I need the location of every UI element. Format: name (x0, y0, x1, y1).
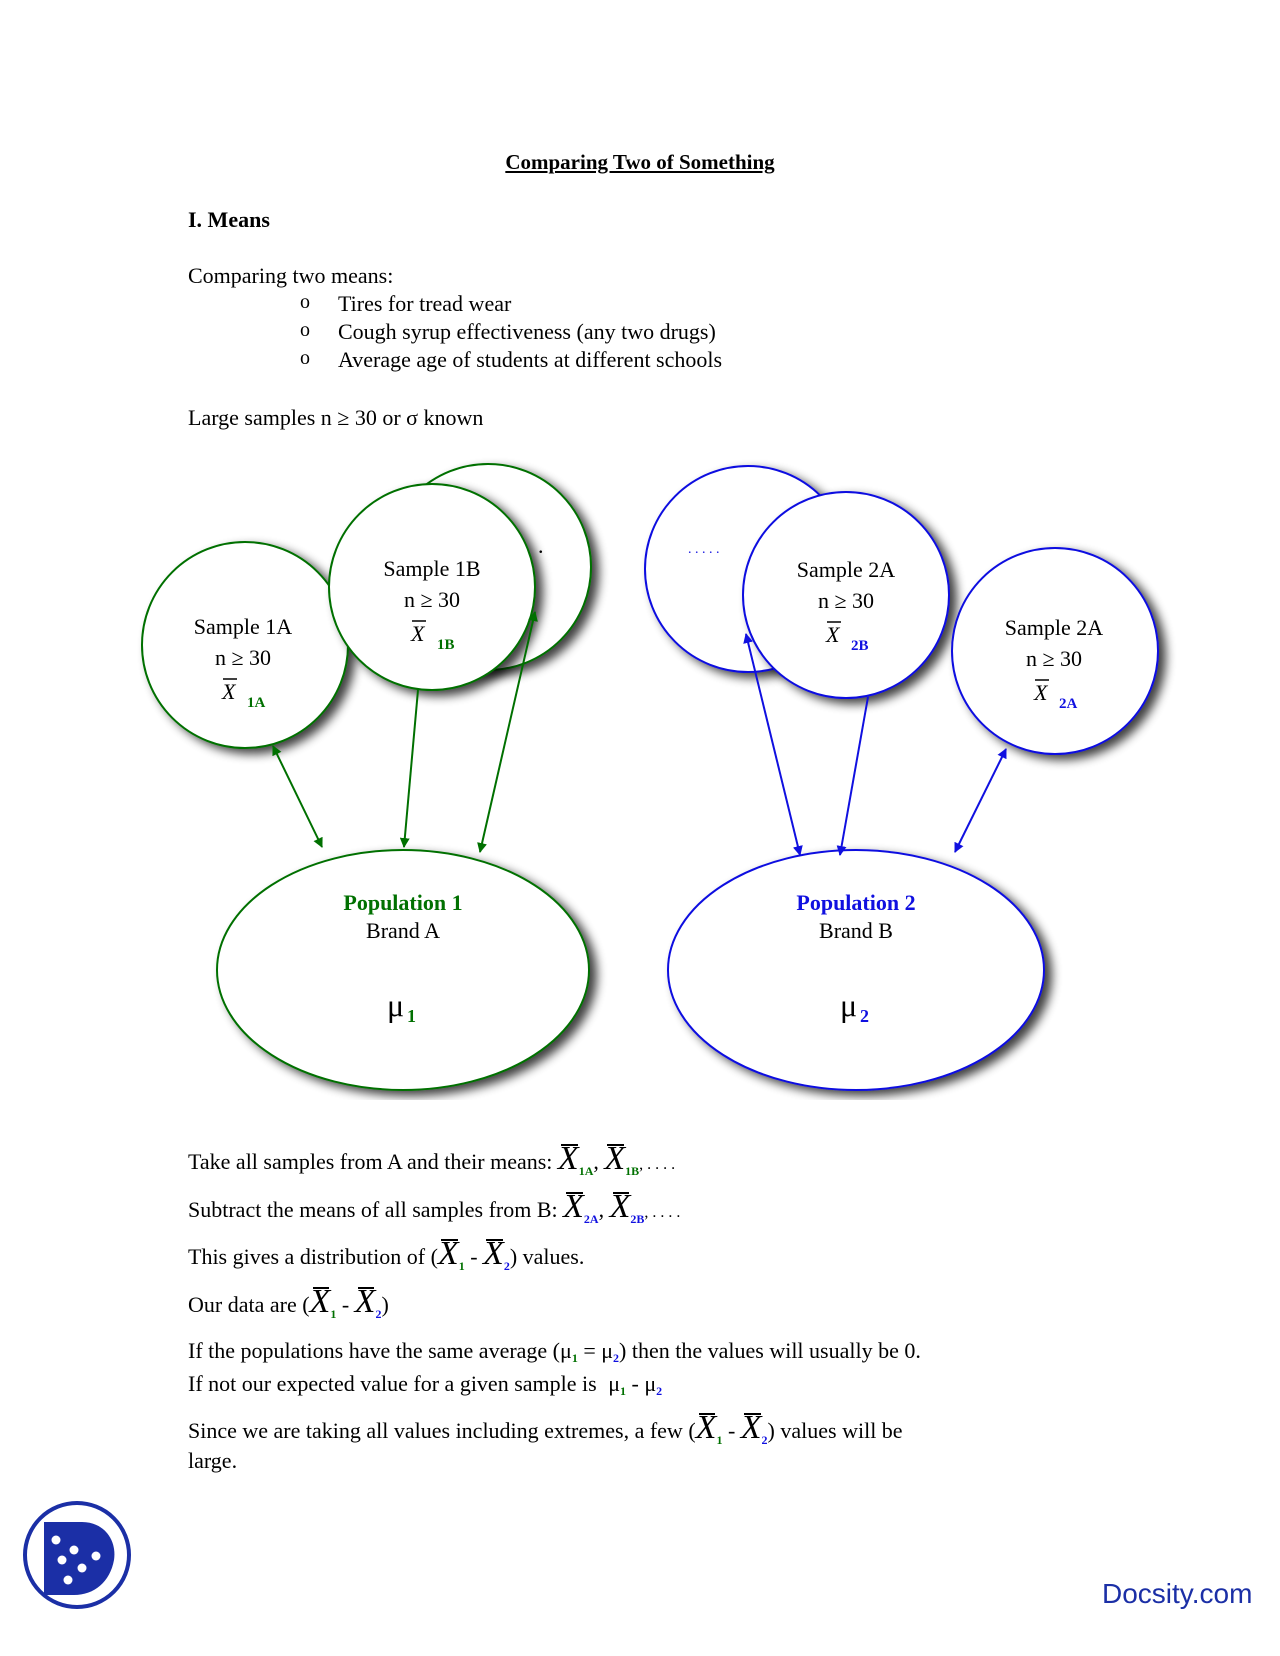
since-line (188, 1411, 903, 1448)
xbar-symbol: X (609, 1188, 631, 1225)
xbar-symbol: X (437, 1235, 459, 1272)
sample-2b-xbar: X (826, 622, 840, 647)
minus: - (727, 1418, 736, 1443)
population-2-name: Population 2 (796, 890, 916, 915)
subscript: 1 (619, 1384, 626, 1398)
bullet-item: Tires for tread wear (338, 291, 512, 316)
gives-text: This gives a distribution of ( (188, 1244, 438, 1269)
subtract-line (188, 1190, 680, 1227)
population-1-name: Population 1 (343, 890, 463, 915)
data-are-line: Our data are $(X_1 - X_2)$ (188, 1283, 389, 1321)
subscript: 2 (375, 1307, 382, 1321)
distribution-line (188, 1237, 584, 1274)
same-average-text: If the populations have the same average ( (188, 1338, 561, 1363)
population-2-mu: μ (840, 987, 858, 1023)
ellipsis-blue: . . . . . (688, 542, 720, 557)
expected-text: If not our expected value for a given sample is (188, 1371, 597, 1396)
subscript: 1B (625, 1164, 640, 1178)
subscript: 1A (578, 1164, 594, 1178)
same-average-line (188, 1338, 921, 1366)
sampling-diagram (0, 440, 1280, 1100)
sample-2a-xbar: X (1034, 680, 1048, 705)
comma: , (593, 1149, 599, 1174)
subscript: 2A (583, 1212, 599, 1226)
subscript: 2B (630, 1212, 645, 1226)
population-1-mu: μ (387, 987, 405, 1023)
population-2-brand: Brand B (819, 918, 893, 943)
take-all-text: Take all samples from A and their means: (188, 1149, 553, 1174)
subscript: 2 (613, 1351, 620, 1365)
sample-1b-label: Sample 1B (383, 556, 481, 581)
bullet-item: Average age of students at different schools (338, 347, 723, 372)
minus: - (341, 1292, 350, 1317)
subscript: 1 (716, 1433, 723, 1447)
intro-text: Comparing two means: (188, 263, 394, 288)
sample-1b-sub: 1B (437, 637, 455, 653)
sample-2b-label: Sample 2A (796, 557, 896, 582)
bullet-item: Cough syrup effectiveness (any two drugs) (338, 319, 716, 344)
subscript: 1 (571, 1351, 578, 1365)
xbar-symbol: X (354, 1283, 376, 1320)
sample-1b-xbar: X (411, 621, 425, 646)
section-heading: I. Means (188, 207, 270, 232)
docsity-brand[interactable]: Docsity.com (1102, 1578, 1253, 1609)
minus: - (631, 1371, 639, 1396)
trailing-dots: , . . . . (639, 1156, 676, 1173)
xbar-symbol: X (563, 1188, 584, 1225)
values-will-be-text: ) values will be (767, 1418, 903, 1443)
sample-1a-n: n ≥ 30 (214, 645, 272, 670)
subscript: 1 (458, 1259, 465, 1273)
arrow-1b-pop1 (404, 690, 418, 847)
xbar-symbol: X (604, 1140, 626, 1177)
xbar-symbol: X (483, 1235, 504, 1272)
expected-value-line (188, 1371, 662, 1399)
data-are-text: Our data are ( (188, 1292, 310, 1317)
mu-symbol: μ (608, 1371, 620, 1396)
population-2-mu-sub: 2 (860, 1006, 869, 1026)
same-average-tail: ) then the values will usually be 0. (619, 1338, 921, 1363)
subscript: 2 (656, 1384, 663, 1398)
sample-2b-sub: 2B (851, 638, 869, 654)
sample-2a-label: Sample 2A (1004, 615, 1104, 640)
equals: = (583, 1338, 596, 1363)
bullet-marker: o (300, 319, 310, 341)
subscript: 1 (330, 1307, 337, 1321)
xbar-symbol: X (740, 1409, 762, 1446)
subscript: 2 (503, 1259, 510, 1273)
sample-2a-sub: 2A (1059, 696, 1078, 712)
xbar-symbol: X (309, 1283, 331, 1320)
mu-symbol: μ (644, 1371, 657, 1396)
population-1-brand: Brand A (366, 918, 440, 943)
arrow-2a-pop2 (955, 749, 1006, 852)
population-1-mu-sub: 1 (407, 1006, 416, 1026)
sample-2b-n: n ≥ 30 (817, 588, 875, 613)
population-2-ellipse (668, 850, 1044, 1090)
sample-2a-n: n ≥ 30 (1025, 646, 1083, 671)
bullet-marker: o (300, 291, 310, 313)
large-text: large. (188, 1448, 238, 1473)
values-text: ) values. (509, 1244, 585, 1269)
mu-symbol: μ (560, 1338, 572, 1363)
minus: - (470, 1244, 478, 1269)
population-1-ellipse (217, 850, 589, 1090)
take-all-line (188, 1142, 675, 1179)
subscript: 2 (761, 1433, 768, 1447)
xbar-symbol: X (695, 1409, 717, 1446)
mu-symbol: μ (601, 1338, 614, 1363)
bullet-marker: o (300, 347, 310, 369)
ellipsis-green: . (538, 533, 544, 558)
sample-1b-n: n ≥ 30 (403, 587, 461, 612)
since-text: Since we are taking all values including extremes, a few ( (188, 1418, 696, 1443)
subtract-text: Subtract the means of all samples from B: (188, 1197, 558, 1222)
xbar-symbol: X (557, 1140, 579, 1177)
comma: , (598, 1197, 605, 1222)
arrow-2b-pop2 (840, 697, 868, 855)
sample-1a-label: Sample 1A (193, 614, 293, 639)
sample-1a-sub: 1A (247, 695, 266, 711)
docsity-logo-icon (22, 1500, 132, 1610)
page-title: Comparing Two of Something (505, 150, 775, 174)
sample-1a-xbar: X (222, 679, 236, 704)
trailing-dots: , . . . . (644, 1204, 681, 1221)
large-samples-text: Large samples n ≥ 30 or σ known (188, 405, 484, 430)
arrow-1a-pop1 (273, 746, 322, 847)
